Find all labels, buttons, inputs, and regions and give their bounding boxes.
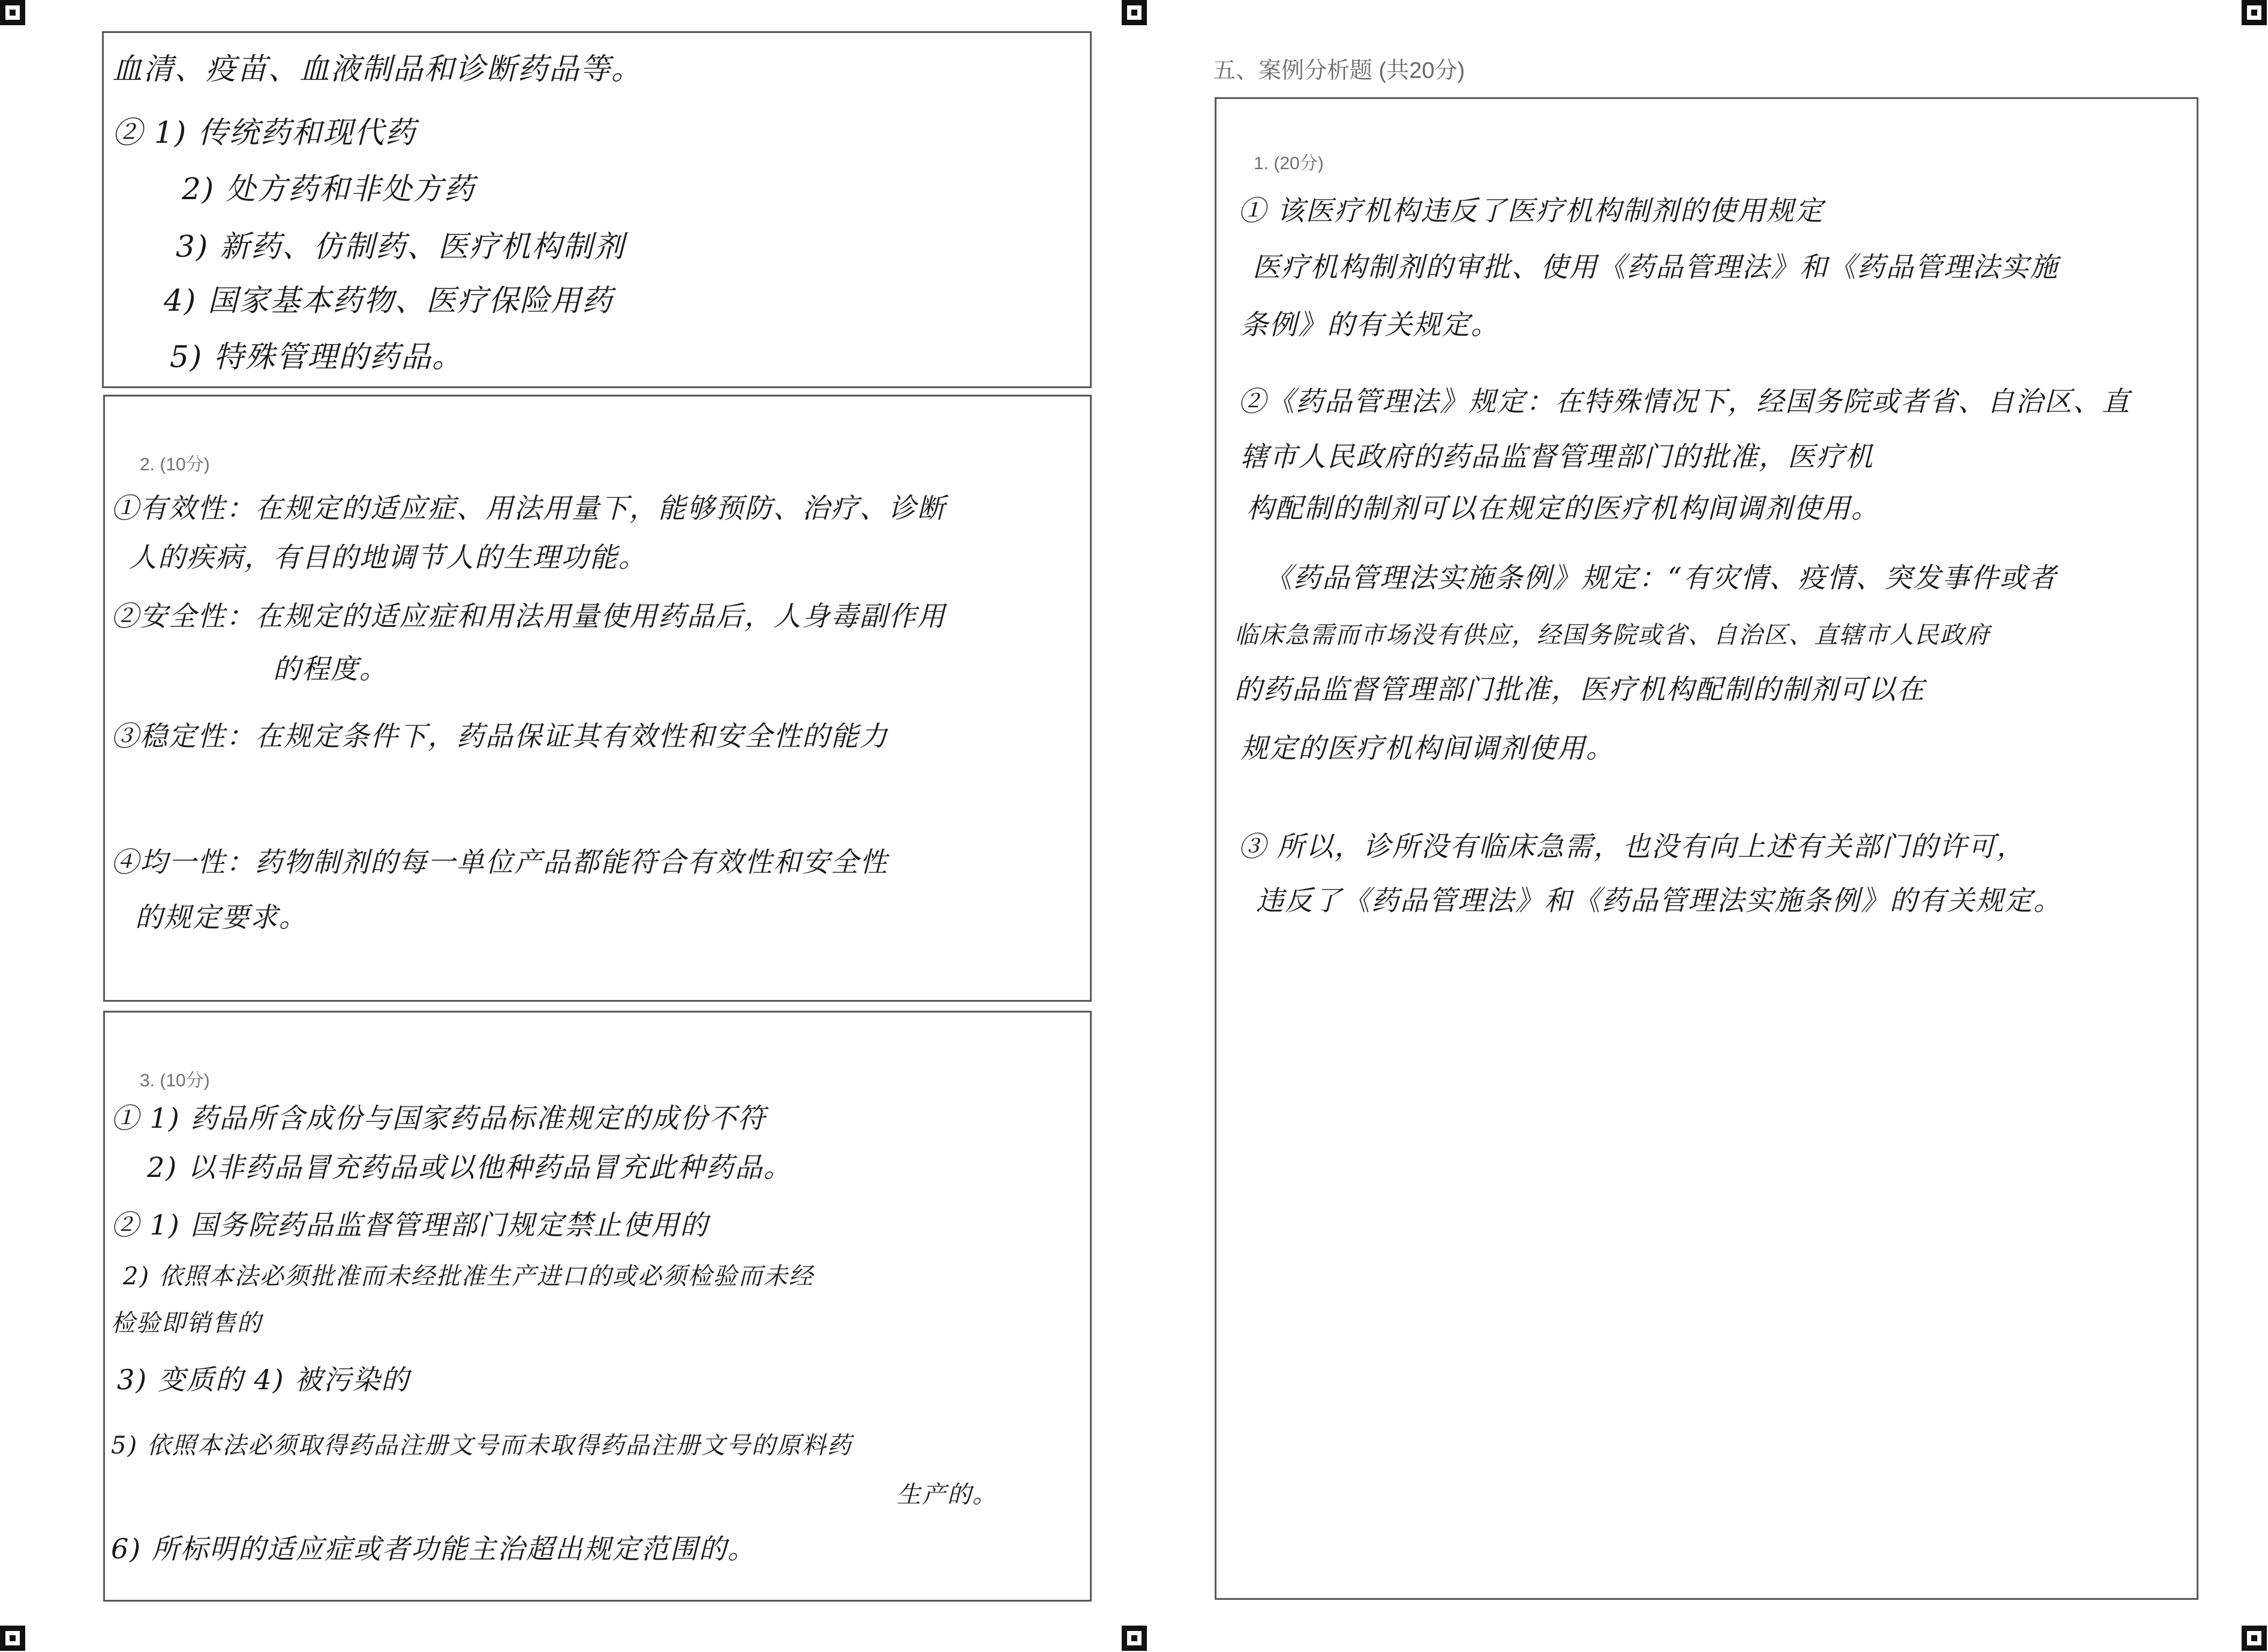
answer-line: 2) 以非药品冒充药品或以他种药品冒充此种药品。 — [147, 1151, 792, 1184]
answer-box-3 — [103, 1011, 1092, 1602]
answer-line: 3) 新药、仿制药、医疗机构制剂 — [176, 229, 626, 264]
answer-line: 的药品监督管理部门批准，医疗机构配制的制剂可以在 — [1234, 673, 1925, 705]
answer-line: ② 1) 国务院药品监督管理部门规定禁止使用的 — [111, 1209, 709, 1241]
answer-line: 《药品管理法实施条例》规定：“有灾情、疫情、突发事件或者 — [1264, 561, 2057, 594]
answer-line: 5) 特殊管理的药品。 — [170, 340, 464, 374]
registration-marker-bottom-right — [2242, 1626, 2267, 1651]
answer-line: 3) 变质的 4) 被污染的 — [117, 1363, 410, 1396]
answer-line: ① 该医疗机构违反了医疗机构制剂的使用规定 — [1238, 194, 1824, 227]
answer-line: ①有效性：在规定的适应症、用法用量下，能够预防、治疗、诊断 — [111, 492, 946, 524]
answer-line: 构配制的制剂可以在规定的医疗机构间调剂使用。 — [1246, 492, 1880, 524]
question-label: 2. (10分) — [140, 455, 210, 474]
answer-line: ① 1) 药品所含成份与国家药品标准规定的成份不符 — [111, 1102, 767, 1134]
answer-line: 的规定要求。 — [135, 901, 308, 933]
question-label: 3. (10分) — [140, 1071, 210, 1091]
case-analysis-answer-box — [1215, 97, 2198, 1600]
answer-line: 2) 依照本法必须批准而未经批准生产进口的或必须检验而未经 — [123, 1263, 814, 1290]
answer-line: 临床急需而市场没有供应，经国务院或省、自治区、直辖市人民政府 — [1234, 621, 1990, 649]
answer-line: ②安全性：在规定的适应症和用法用量使用药品后，人身毒副作用 — [111, 600, 946, 632]
registration-marker-bottom-left — [0, 1626, 25, 1651]
registration-marker-bottom-center — [1122, 1626, 1147, 1651]
answer-line: 检验即销售的 — [111, 1309, 262, 1337]
answer-line: 4) 国家基本药物、医疗保险用药 — [164, 283, 614, 318]
answer-line: ③稳定性：在规定条件下，药品保证其有效性和安全性的能力 — [111, 720, 888, 752]
answer-line: 5) 依照本法必须取得药品注册文号而未取得药品注册文号的原料药 — [111, 1432, 852, 1459]
answer-line: 人的疾病，有目的地调节人的生理功能。 — [129, 541, 647, 573]
answer-line: 医疗机构制剂的审批、使用《药品管理法》和《药品管理法实施 — [1252, 251, 2059, 283]
answer-line: 违反了《药品管理法》和《药品管理法实施条例》的有关规定。 — [1256, 884, 2062, 917]
answer-line: ② 1) 传统药和现代药 — [112, 115, 417, 150]
answer-box-2 — [103, 395, 1092, 1002]
answer-line: 2) 处方药和非处方药 — [182, 172, 476, 206]
answer-line: 条例》的有关规定。 — [1240, 308, 1500, 341]
answer-box-1-continued — [102, 31, 1092, 388]
answer-line: ②《药品管理法》规定：在特殊情况下，经国务院或者省、自治区、直 — [1238, 385, 2131, 417]
answer-line: 6) 所标明的适应症或者功能主治超出规定范围的。 — [111, 1533, 756, 1565]
answer-line: ③ 所以，诊所没有临床急需，也没有向上述有关部门的许可， — [1238, 830, 2026, 863]
answer-line: 血清、疫苗、血液制品和诊断药品等。 — [112, 52, 642, 86]
answer-line: 的程度。 — [273, 653, 388, 685]
section-title: 五、案例分析题 (共20分) — [1213, 58, 1465, 83]
registration-marker-top-center — [1122, 0, 1147, 25]
answer-line: 辖市人民政府的药品监督管理部门的批准，医疗机 — [1240, 440, 1874, 473]
answer-line: 生产的。 — [897, 1481, 998, 1509]
answer-line: ④均一性：药物制剂的每一单位产品都能符合有效性和安全性 — [111, 846, 888, 878]
answer-line: 规定的医疗机构间调剂使用。 — [1240, 732, 1615, 764]
question-label: 1. (20分) — [1254, 154, 1324, 173]
registration-marker-top-right — [2242, 0, 2267, 25]
registration-marker-top-left — [0, 0, 25, 25]
